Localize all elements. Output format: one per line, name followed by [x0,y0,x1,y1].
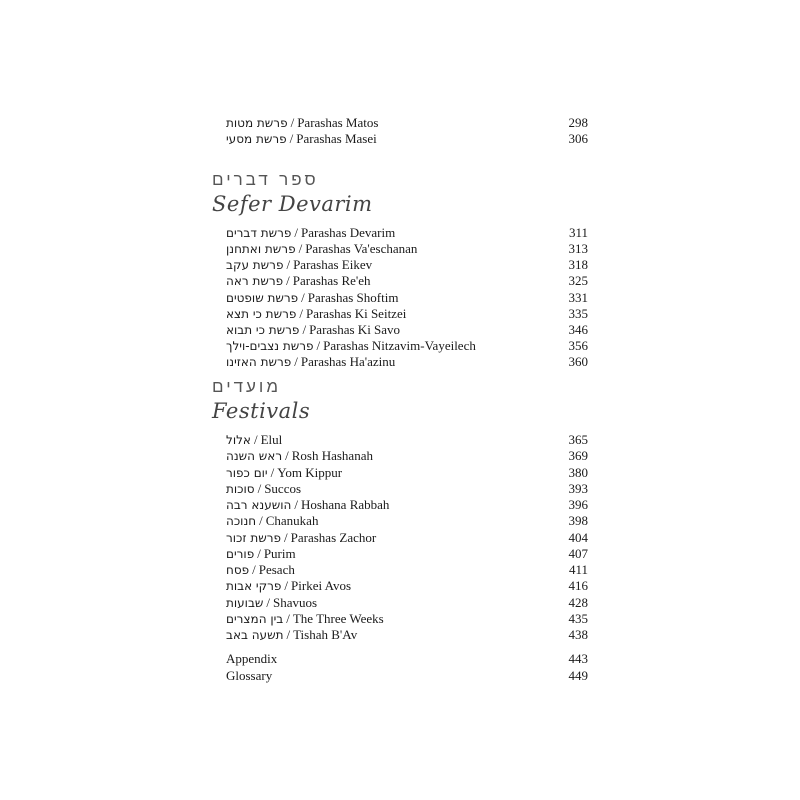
entry-page-number: 411 [568,562,588,577]
section-hebrew-title: ספר דברים [212,170,319,190]
entry-english: Parashas Zachor [290,530,377,545]
entry-english: Parashas Nitzavim-Vayeilech [323,338,476,353]
entry-hebrew: פסח [226,563,250,577]
entry-hebrew: פרשת שופטים [226,291,299,305]
entry-english: Appendix [226,651,278,666]
entry-english: Shavuos [273,595,318,610]
entry-page-number: 380 [568,465,588,480]
entry-english: Parashas Ki Seitzei [305,306,407,321]
entry-page-number: 325 [568,273,588,288]
entry-english: Parashas Ha'azinu [300,354,396,369]
entry-page-number: 313 [568,241,588,256]
entry-english: Parashas Shoftim [307,290,399,305]
toc-entry: פרשת מטות / Parashas Matos 298 [226,115,588,130]
entry-hebrew: פרשת זכור [226,531,282,545]
entry-english: Hoshana Rabbah [300,497,390,512]
toc-entry: פורים / Purim 407 [226,546,588,561]
toc-entry-appendix [226,651,588,667]
entry-hebrew: פרשת מסעי [226,132,287,146]
toc-entry: פרשת נצבים-וילך / Parashas Nitzavim-Vayeilech 356 [226,338,588,353]
toc-entry: ראש השנה / Rosh Hashanah 369 [226,448,588,463]
toc-entry: פרקי אבות / Pirkei Avos 416 [226,578,588,593]
toc-entry: פרשת ראה / Parashas Re'eh 325 [226,273,588,288]
entry-english: Pirkei Avos [291,578,352,593]
entry-page-number: 331 [568,290,588,305]
entry-page-number: 369 [568,448,588,463]
entry-hebrew: פרשת ואתחנן [226,242,296,256]
entry-hebrew: פרשת עקב [226,258,284,272]
toc-entry: פרשת עקב / Parashas Eikev 318 [226,257,588,272]
entry-page-number: 449 [568,668,588,683]
entry-page-number: 356 [568,338,588,353]
entry-page-number: 306 [568,131,588,146]
entry-hebrew: פרשת האזינו [226,355,292,369]
entry-page-number: 311 [568,225,588,240]
section-english-title: Sefer Devarim [212,192,373,216]
toc-entry: אלול / Elul 365 [226,432,588,447]
entry-hebrew: פרשת כי תצא [226,307,297,321]
toc-entry: פרשת כי תבוא / Parashas Ki Savo 346 [226,322,588,337]
entry-page-number: 318 [568,257,588,272]
entry-hebrew: תשעה באב [226,628,284,642]
entry-page-number: 298 [568,115,588,130]
entry-hebrew: פורים [226,547,255,561]
toc-entry: יום כפור / Yom Kippur 380 [226,465,588,480]
entry-hebrew: יום כפור [226,466,268,480]
toc-entry: פסח / Pesach 411 [226,562,588,577]
entry-hebrew: פרשת ראה [226,274,284,288]
entry-english: Tishah B'Av [293,627,358,642]
entry-english: Yom Kippur [277,465,343,480]
entry-hebrew: בין המצרים [226,612,284,626]
entry-english: Parashas Re'eh [292,273,371,288]
entry-page-number: 393 [568,481,588,496]
toc-entry: בין המצרים / The Three Weeks 435 [226,611,588,626]
toc-entry: פרשת זכור / Parashas Zachor 404 [226,530,588,545]
toc-entry: פרשת כי תצא / Parashas Ki Seitzei 335 [226,306,588,321]
entry-page-number: 407 [568,546,588,561]
entry-english: Parashas Masei [296,131,377,146]
entry-page-number: 396 [568,497,588,512]
entry-page-number: 435 [568,611,588,626]
toc-entry: תשעה באב / Tishah B'Av 438 [226,627,588,642]
entry-english: Parashas Matos [297,115,379,130]
entry-page-number: 335 [568,306,588,321]
entry-hebrew: פרשת נצבים-וילך [226,339,314,353]
entry-hebrew: פרשת מטות [226,116,288,130]
entry-english: Parashas Devarim [301,225,396,240]
entry-english: Glossary [226,668,273,683]
entry-english: The Three Weeks [292,611,384,626]
toc-entry: סוכות / Succos 393 [226,481,588,496]
entry-english: Parashas Eikev [293,257,373,272]
entry-page-number: 365 [568,432,588,447]
entry-page-number: 404 [568,530,588,545]
toc-entry: חנוכה / Chanukah 398 [226,513,588,528]
section-hebrew-title: מועדים [212,377,282,397]
entry-hebrew: פרשת דברים [226,226,292,240]
entry-page-number: 346 [568,322,588,337]
toc-entry: פרשת ואתחנן / Parashas Va'eschanan 313 [226,241,588,256]
entry-english: Succos [264,481,302,496]
entry-hebrew: אלול [226,433,251,447]
entry-english: Parashas Ki Savo [309,322,401,337]
entry-page-number: 416 [568,578,588,593]
toc-entry: הושענא רבה / Hoshana Rabbah 396 [226,497,588,512]
entry-english: Elul [260,432,283,447]
toc-entry: פרשת האזינו / Parashas Ha'azinu 360 [226,354,588,369]
toc-entry: שבועות / Shavuos 428 [226,595,588,610]
toc-entry: פרשת מסעי / Parashas Masei 306 [226,131,588,146]
entry-hebrew: ראש השנה [226,449,283,463]
entry-hebrew: פרשת כי תבוא [226,323,300,337]
entry-hebrew: הושענא רבה [226,498,292,512]
entry-hebrew: חנוכה [226,514,257,528]
entry-hebrew: שבועות [226,596,264,610]
entry-english: Parashas Va'eschanan [305,241,418,256]
toc-entry-glossary [226,668,588,684]
entry-hebrew: פרקי אבות [226,579,282,593]
entry-english: Rosh Hashanah [291,448,373,463]
section-english-title: Festivals [212,399,311,423]
entry-page-number: 398 [568,513,588,528]
entry-hebrew: סוכות [226,482,255,496]
toc-entry: פרשת דברים / Parashas Devarim 311 [226,225,588,240]
entry-page-number: 443 [568,651,588,666]
entry-english: Chanukah [265,513,319,528]
entry-page-number: 360 [568,354,588,369]
entry-english: Pesach [258,562,295,577]
entry-page-number: 428 [568,595,588,610]
toc-entry: פרשת שופטים / Parashas Shoftim 331 [226,290,588,305]
entry-page-number: 438 [568,627,588,642]
entry-english: Purim [263,546,296,561]
